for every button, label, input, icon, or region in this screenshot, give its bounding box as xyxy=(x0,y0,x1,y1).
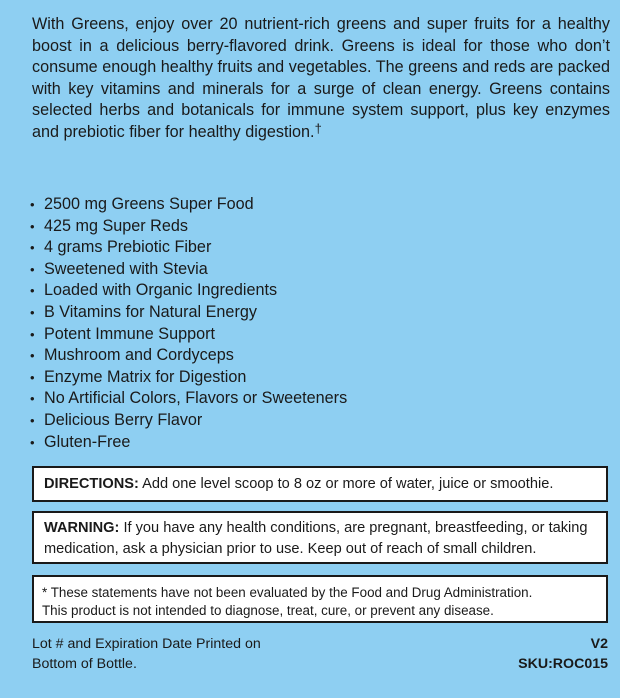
product-description xyxy=(32,14,610,143)
disclaimer-line-2: This product is not intended to diagnose, treat, cure, or prevent any disease. xyxy=(42,602,494,618)
warning-label: WARNING: xyxy=(44,520,120,536)
lot-info xyxy=(32,634,332,674)
version-label: V2 xyxy=(590,636,608,652)
warning-text: If you have any health conditions, are pregnant, breastfeeding, or taking medication, ask a physician prior to use. Keep out of reach of small children. xyxy=(44,520,588,557)
feature-item: • B Vitamins for Natural Energy xyxy=(30,302,347,324)
description-text: With Greens, enjoy over 20 nutrient-rich greens and super fruits for a healthy boost in a delicious berry-flavored drink. Greens is ideal for those who don’t consume enough healthy fruits and vegetables. The greens and reds are packed with key vitamins and minerals for a surge of clean energy. Greens contains selected herbs and botanicals for immune system support, plus key enzymes and prebiotic fiber for healthy digestion. xyxy=(32,15,610,141)
lot-line-1: Lot # and Expiration Date Printed on xyxy=(32,636,261,652)
sku-block xyxy=(518,634,608,674)
feature-item: • Delicious Berry Flavor xyxy=(30,410,347,432)
sku-label: SKU:ROC015 xyxy=(518,656,608,672)
dagger-mark: † xyxy=(314,120,322,136)
feature-item: • Potent Immune Support xyxy=(30,324,347,346)
feature-item: • No Artificial Colors, Flavors or Sweeteners xyxy=(30,388,347,410)
feature-item: • 2500 mg Greens Super Food xyxy=(30,194,347,216)
feature-item: • 425 mg Super Reds xyxy=(30,216,347,238)
feature-item: • Gluten-Free xyxy=(30,432,347,454)
feature-item: • Sweetened with Stevia xyxy=(30,259,347,281)
disclaimer-line-1: * These statements have not been evaluated by the Food and Drug Administration. xyxy=(42,585,533,600)
feature-list xyxy=(30,194,347,453)
feature-item: • Enzyme Matrix for Digestion xyxy=(30,367,347,389)
directions-label: DIRECTIONS: xyxy=(44,476,139,492)
warning-box xyxy=(32,511,608,564)
lot-line-2: Bottom of Bottle. xyxy=(32,656,137,672)
fda-disclaimer-box xyxy=(32,575,608,623)
feature-item: • Mushroom and Cordyceps xyxy=(30,345,347,367)
feature-item: • 4 grams Prebiotic Fiber xyxy=(30,237,347,259)
directions-box xyxy=(32,466,608,502)
feature-item: • Loaded with Organic Ingredients xyxy=(30,280,347,302)
directions-text: Add one level scoop to 8 oz or more of water, juice or smoothie. xyxy=(138,476,554,492)
